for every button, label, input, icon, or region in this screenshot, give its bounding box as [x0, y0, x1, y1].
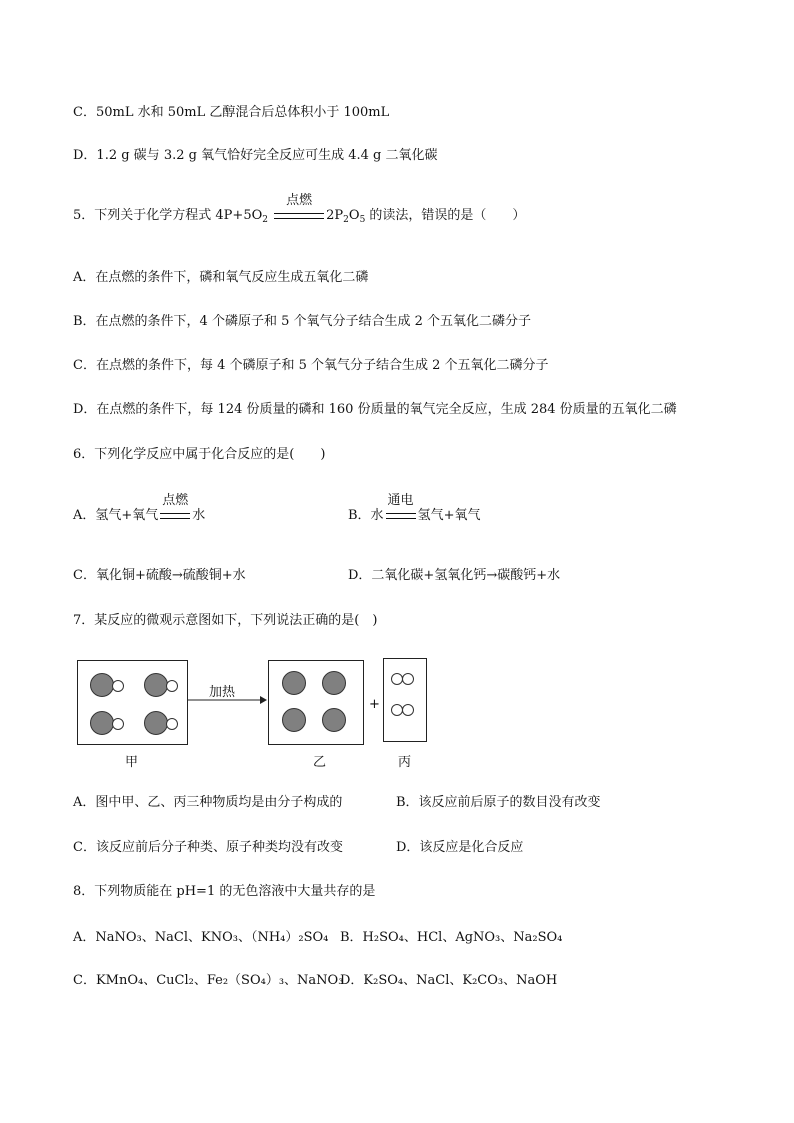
- q6-b-reactant: B．水: [348, 508, 384, 523]
- label-bing: 丙: [398, 755, 412, 770]
- molecule-small-atom: [166, 680, 178, 692]
- q7-option-c: C．该反应前后分子种类、原子种类均没有改变: [73, 840, 343, 855]
- q6-option-d: D．二氧化碳+氢氧化钙→碳酸钙+水: [348, 568, 561, 583]
- q8-option-d: D．K₂SO₄、NaCl、K₂CO₃、NaOH: [340, 973, 558, 988]
- molecule-big-atom: [144, 711, 168, 735]
- equals-sign-icon: [160, 513, 190, 519]
- q7-option-b: B．该反应前后原子的数目没有改变: [396, 795, 601, 810]
- q5-option-d: D．在点燃的条件下，每 124 份质量的磷和 160 份质量的氧气完全反应，生成 284 份质量的五氧化二磷: [73, 402, 677, 417]
- q5-stem-text: 5．下列关于化学方程式 4P+5O: [73, 208, 263, 223]
- molecule-small-atom: [112, 718, 124, 730]
- equals-sign-icon: [386, 513, 416, 519]
- diagram-box-jia: [77, 660, 188, 745]
- q5-o-subscript: 5: [359, 215, 366, 225]
- q5-product: 2P: [326, 208, 344, 223]
- molecule-big-atom: [90, 673, 114, 697]
- q6-b-condition: 通电: [387, 493, 414, 508]
- molecule-small-atom: [402, 704, 414, 716]
- molecule-big-atom: [90, 711, 114, 735]
- arrow-label: 加热: [209, 685, 236, 700]
- q6-stem: 6．下列化学反应中属于化合反应的是( ): [73, 447, 326, 462]
- diagram-box-yi: [268, 660, 364, 745]
- q5-o2-subscript: 2: [262, 215, 268, 225]
- q8-option-b: B．H₂SO₄、HCl、AgNO₃、Na₂SO₄: [340, 930, 563, 945]
- q5-option-b: B．在点燃的条件下，4 个磷原子和 5 个氧气分子结合生成 2 个五氧化二磷分子: [73, 314, 532, 329]
- arrow-right-icon: [186, 694, 268, 706]
- q5-option-a: A．在点燃的条件下，磷和氧气反应生成五氧化二磷: [73, 270, 369, 285]
- q5-product-o: O: [348, 208, 360, 223]
- molecule-small-atom: [402, 673, 414, 685]
- q6-a-reactants: A．氢气+氧气: [73, 508, 159, 523]
- atom-big: [322, 708, 346, 732]
- q5-stem: [73, 193, 526, 229]
- q5-option-c: C．在点燃的条件下，每 4 个磷原子和 5 个氧气分子结合生成 2 个五氧化二磷分子: [73, 358, 549, 373]
- q6-b-products: 氢气+氧气: [417, 508, 481, 523]
- q5-stem-tail: 的读法，错误的是（ ）: [365, 208, 526, 223]
- q7-option-a: A．图中甲、乙、丙三种物质均是由分子构成的: [73, 795, 343, 810]
- atom-big: [322, 671, 346, 695]
- equals-sign-icon: [274, 213, 324, 219]
- diagram-box-bing: [383, 658, 427, 742]
- atom-big: [282, 671, 306, 695]
- q6-option-a: [73, 493, 206, 525]
- molecule-small-atom: [166, 718, 178, 730]
- molecule-small-atom: [112, 680, 124, 692]
- plus-sign: +: [369, 697, 380, 712]
- label-yi: 乙: [313, 755, 327, 770]
- q6-option-c: C．氧化铜+硫酸→硫酸铜+水: [73, 568, 246, 583]
- molecule-big-atom: [144, 673, 168, 697]
- q4-option-c: C．50mL 水和 50mL 乙醇混合后总体积小于 100mL: [73, 105, 390, 120]
- label-jia: 甲: [125, 755, 139, 770]
- q4-option-d: D．1.2 g 碳与 3.2 g 氧气恰好完全反应可生成 4.4 g 二氧化碳: [73, 148, 438, 163]
- q6-option-b: [348, 493, 481, 525]
- q7-stem: 7．某反应的微观示意图如下，下列说法正确的是( ): [73, 613, 378, 628]
- q5-condition: 点燃: [286, 193, 313, 208]
- atom-big: [282, 708, 306, 732]
- q7-option-d: D．该反应是化合反应: [396, 840, 524, 855]
- q5-reaction-sign: [272, 193, 326, 225]
- q6-a-sign: [158, 493, 192, 525]
- q8-stem: 8．下列物质能在 pH=1 的无色溶液中大量共存的是: [73, 884, 376, 899]
- q6-a-condition: 点燃: [162, 493, 189, 508]
- q8-option-c: C．KMnO₄、CuCl₂、Fe₂（SO₄）₃、NaNO₃: [73, 973, 344, 988]
- q6-b-sign: [384, 493, 418, 525]
- q5-p-subscript: 2: [343, 215, 349, 225]
- q8-option-a: A．NaNO₃、NaCl、KNO₃、（NH₄）₂SO₄: [73, 930, 329, 945]
- q6-a-product: 水: [192, 508, 206, 523]
